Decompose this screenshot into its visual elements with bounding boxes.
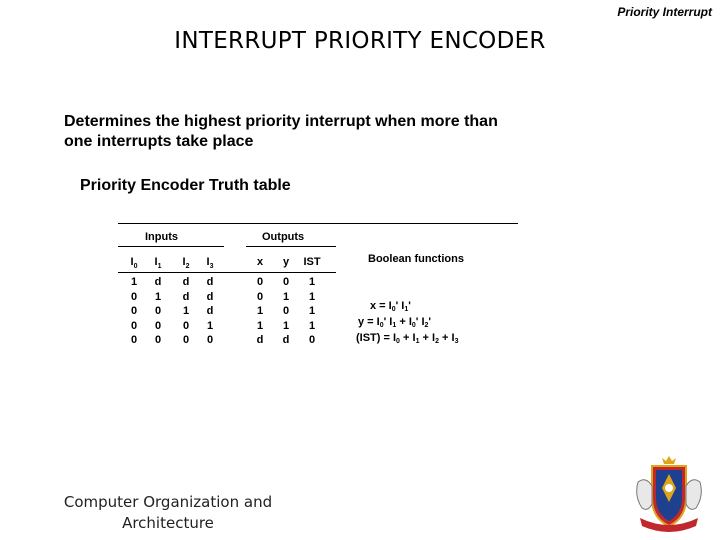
inputs-group-label: Inputs bbox=[145, 231, 178, 243]
table-cell: 0 bbox=[130, 290, 138, 303]
table-cell: 1 bbox=[282, 319, 290, 332]
formula-y: $y = I_0'$ $I_1 + I_0'$ $I_2'$ bbox=[358, 316, 432, 329]
table-cell: d bbox=[182, 290, 190, 303]
outputs-group-rule bbox=[246, 246, 336, 247]
table-cell: 0 bbox=[308, 334, 316, 346]
university-crest-icon bbox=[628, 452, 710, 534]
course-footer bbox=[62, 492, 274, 534]
table-cell: 1 bbox=[130, 276, 138, 288]
table-cell: 1 bbox=[308, 319, 316, 332]
table-cell: d bbox=[206, 290, 214, 303]
column-header-i1: $I_1$ bbox=[154, 256, 162, 271]
table-cell: d bbox=[282, 334, 290, 346]
table-cell: 0 bbox=[256, 276, 264, 288]
table-cell: 1 bbox=[282, 290, 290, 303]
formula-ist: $(IST) = I_0 + I_1 + I_2 + I_3$ bbox=[356, 332, 459, 345]
section-tag: Priority Interrupt bbox=[617, 5, 712, 19]
table-cell: d bbox=[182, 276, 190, 288]
column-header-i2: $I_2$ bbox=[182, 256, 190, 271]
inputs-group-rule bbox=[118, 246, 224, 247]
table-cell: 0 bbox=[182, 334, 190, 346]
table-cell: 0 bbox=[256, 290, 264, 303]
column-header-i0: $I_0$ bbox=[130, 256, 138, 271]
table-cell: d bbox=[206, 276, 214, 288]
table-cell: 0 bbox=[130, 319, 138, 332]
column-header-y: y bbox=[282, 256, 290, 268]
table-cell: 1 bbox=[308, 276, 316, 288]
table-cell: 0 bbox=[154, 305, 162, 317]
table-cell: 0 bbox=[206, 334, 214, 346]
boolean-functions-heading: Boolean functions bbox=[368, 253, 464, 265]
column-header-x: x bbox=[256, 256, 264, 268]
table-cell: 0 bbox=[130, 334, 138, 346]
table-cell: 1 bbox=[308, 290, 316, 303]
table-cell: 0 bbox=[154, 334, 162, 346]
column-header-ist: IST bbox=[303, 256, 321, 268]
table-cell: 0 bbox=[182, 319, 190, 332]
column-header-i3: $I_3$ bbox=[206, 256, 214, 271]
header-rule bbox=[118, 272, 336, 273]
table-cell: 0 bbox=[282, 305, 290, 317]
table-cell: 1 bbox=[154, 290, 162, 303]
table-cell: 0 bbox=[282, 276, 290, 288]
table-cell: 1 bbox=[206, 319, 214, 332]
course-line-2: Architecture bbox=[122, 514, 214, 532]
table-cell: 1 bbox=[256, 305, 264, 317]
outputs-group-label: Outputs bbox=[262, 231, 305, 243]
truth-table-heading: Priority Encoder Truth table bbox=[80, 177, 291, 194]
slide-title: INTERRUPT PRIORITY ENCODER bbox=[174, 28, 546, 54]
table-cell: 1 bbox=[182, 305, 190, 317]
course-line-1: Computer Organization and bbox=[63, 493, 273, 511]
table-top-rule bbox=[118, 223, 518, 224]
table-cell: 0 bbox=[154, 319, 162, 332]
table-cell: 1 bbox=[308, 305, 316, 317]
table-cell: 1 bbox=[256, 319, 264, 332]
slide-description: Determines the highest priority interrupt when more than one interrupts take place bbox=[64, 113, 498, 150]
table-cell: 0 bbox=[130, 305, 138, 317]
table-cell: d bbox=[154, 276, 162, 288]
table-cell: d bbox=[256, 334, 264, 346]
formula-x: $x = I_0'$ $I_1'$ bbox=[370, 300, 411, 313]
table-cell: d bbox=[206, 305, 214, 317]
